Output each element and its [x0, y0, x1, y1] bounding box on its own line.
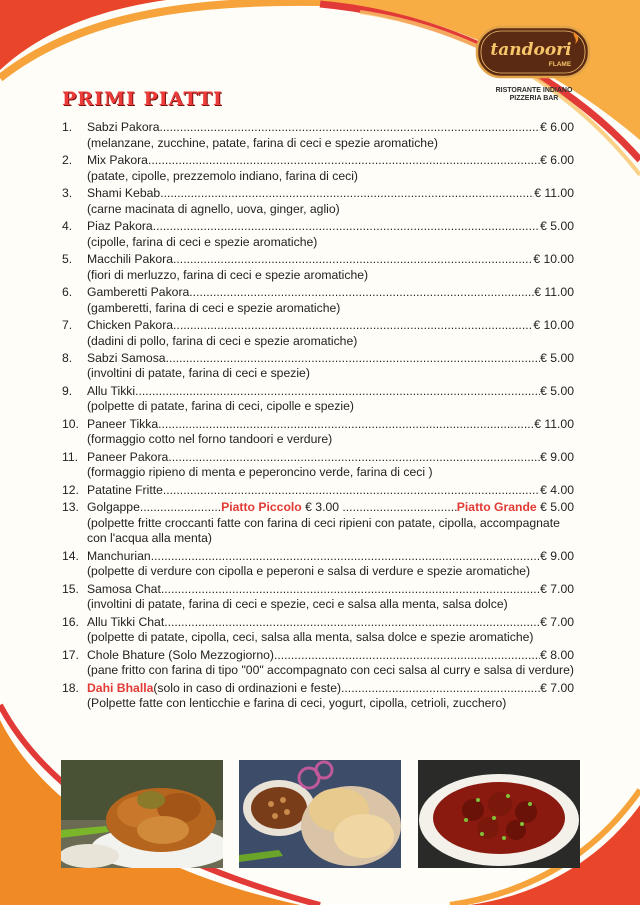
item-name: Paneer Pakora	[87, 449, 169, 464]
item-description: (fiori di merluzzo, farina di ceci e spezie aromatiche)	[87, 267, 369, 282]
menu-item-row	[62, 252, 574, 268]
item-price: € 4.00	[540, 482, 574, 497]
menu-item	[62, 582, 574, 613]
item-price: € 7.00	[540, 581, 574, 596]
menu-item	[62, 483, 574, 499]
item-price: € 5.00	[540, 218, 574, 233]
dot-leader	[189, 285, 534, 301]
menu-item	[62, 351, 574, 382]
dot-leader	[342, 500, 456, 516]
item-description: (polpette di patate, cipolla, ceci, salsa alla menta, salsa dolce e spezie aromatiche)	[87, 630, 534, 645]
item-number: 6.	[62, 284, 73, 299]
dot-leader	[151, 549, 540, 565]
dot-leader	[274, 648, 540, 664]
item-name: Piaz Pakora	[87, 218, 153, 233]
item-price: € 6.00	[540, 152, 574, 167]
item-price: € 9.00	[540, 449, 574, 464]
item-description: (carne macinata di agnello, uova, ginger, aglio)	[87, 201, 340, 216]
item-name: Samosa Chat	[87, 581, 161, 596]
menu-item	[62, 549, 574, 580]
item-description: (formaggio ripieno di menta e peperoncino verde, farina di ceci )	[87, 465, 433, 480]
logo-tagline-line2: PIZZERIA BAR	[509, 95, 559, 102]
restaurant-logo	[475, 24, 591, 80]
menu-list	[62, 120, 574, 714]
dot-leader	[160, 186, 534, 202]
item-description: (polpette di verdure con cipolla e peperoni e salsa di verdure e spezie aromatiche)	[87, 564, 531, 579]
menu-item-row	[62, 219, 574, 235]
menu-item	[62, 450, 574, 481]
item-description: (gamberetti, farina di ceci e spezie aromatiche)	[87, 300, 341, 315]
item-number: 15.	[62, 581, 79, 596]
menu-item-row	[62, 318, 574, 334]
item-number: 7.	[62, 317, 73, 332]
logo-flame: FLAME	[548, 61, 572, 68]
menu-item-row	[62, 582, 574, 598]
item-description: (pane fritto con farina di tipo "00" accompagnato con ceci salsa al curry e salsa di verdure)	[87, 663, 574, 678]
item-price: € 7.00	[540, 680, 574, 695]
large-portion-label: Piatto Grande	[456, 500, 537, 515]
item-price: € 10.00	[533, 317, 574, 332]
item-number: 10.	[62, 416, 79, 431]
dot-leader	[148, 153, 540, 169]
item-name: Dahi Bhalla	[87, 680, 154, 695]
item-name: Manchurian	[87, 548, 151, 563]
item-number: 1.	[62, 120, 73, 134]
item-number: 5.	[62, 251, 73, 266]
item-description: (involtini di patate, farina di ceci e spezie)	[87, 366, 310, 381]
item-number: 12.	[62, 482, 79, 497]
photo-manchurian	[418, 760, 580, 868]
logo-tagline	[470, 87, 598, 103]
dot-leader	[135, 384, 540, 400]
menu-item-row	[62, 500, 574, 516]
item-note: (solo in caso di ordinazioni e feste)	[153, 680, 342, 695]
menu-item	[62, 648, 574, 679]
menu-item-row	[62, 549, 574, 565]
menu-item-row	[62, 384, 574, 400]
item-number: 14.	[62, 548, 79, 563]
menu-item	[62, 384, 574, 415]
item-price: € 9.00	[540, 548, 574, 563]
dot-leader	[173, 318, 533, 334]
menu-item-row	[62, 615, 574, 631]
item-price: € 6.00	[540, 120, 574, 134]
item-price: € 7.00	[540, 614, 574, 629]
dot-leader	[341, 681, 540, 697]
small-portion-price: € 3.00	[305, 500, 340, 515]
item-description: (polpette di patate, farina di ceci, cipolle e spezie)	[87, 399, 354, 414]
item-number: 17.	[62, 647, 79, 662]
menu-item	[62, 120, 574, 151]
item-name: Allu Tikki Chat	[87, 614, 165, 629]
logo-tagline-line1: RISTORANTE INDIANO	[495, 87, 573, 94]
menu-item-row	[62, 186, 574, 202]
item-description: (cipolle, farina di ceci e spezie aromatiche)	[87, 234, 318, 249]
photo-pakora	[61, 760, 223, 868]
item-price: € 5.00	[540, 350, 574, 365]
item-price: € 11.00	[534, 284, 574, 299]
dot-leader: ........................	[139, 500, 222, 515]
menu-item	[62, 500, 574, 547]
item-description: (involtini di patate, farina di ceci e spezie, ceci e salsa alla menta, salsa dolce)	[87, 597, 508, 612]
item-number: 9.	[62, 383, 73, 398]
item-name: Sabzi Samosa	[87, 350, 166, 365]
item-description: (polpette fritte croccanti fatte con farina di ceci ripieni con patate, cipolla, accompagnate con l'acqua alla menta)	[87, 515, 560, 546]
menu-item-row	[62, 153, 574, 169]
small-portion-label: Piatto Piccolo	[221, 500, 302, 515]
item-name: Paneer Tikka	[87, 416, 159, 431]
item-number: 3.	[62, 185, 73, 200]
menu-item-row	[62, 483, 574, 499]
menu-item-row	[62, 285, 574, 301]
item-name: Chicken Pakora	[87, 317, 174, 332]
menu-item	[62, 417, 574, 448]
item-description: (dadini di pollo, farina di ceci e spezie aromatiche)	[87, 333, 358, 348]
item-name: Chole Bhature (Solo Mezzogiorno)	[87, 647, 274, 662]
menu-item	[62, 153, 574, 184]
item-number: 2.	[62, 152, 73, 167]
menu-item	[62, 186, 574, 217]
menu-item-row	[62, 648, 574, 664]
item-number: 18.	[62, 680, 79, 695]
item-description: (formaggio cotto nel forno tandoori e verdure)	[87, 432, 333, 447]
menu-item	[62, 681, 574, 712]
section-title: PRIMI PIATTI	[62, 88, 223, 110]
item-price: € 11.00	[534, 185, 574, 200]
item-price: € 10.00	[533, 251, 574, 266]
item-number: 4.	[62, 218, 73, 233]
item-number: 13.	[62, 500, 79, 515]
item-name: Shami Kebab	[87, 185, 161, 200]
item-price: € 5.00	[540, 383, 574, 398]
menu-item	[62, 252, 574, 283]
menu-item	[62, 615, 574, 646]
item-price: € 8.00	[540, 647, 574, 662]
menu-item	[62, 219, 574, 250]
dot-leader	[173, 252, 533, 268]
dot-leader	[166, 351, 541, 367]
item-name: Macchili Pakora	[87, 251, 174, 266]
dot-leader	[158, 417, 534, 433]
dot-leader	[163, 483, 540, 499]
item-number: 16.	[62, 614, 79, 629]
dot-leader	[160, 120, 541, 136]
dot-leader	[168, 450, 540, 466]
dot-leader	[164, 615, 540, 631]
item-number: 11.	[62, 449, 79, 464]
dot-leader	[153, 219, 540, 235]
item-name: Mix Pakora	[87, 152, 148, 167]
item-name: Golgappe	[87, 500, 140, 515]
item-name: Sabzi Pakora	[87, 120, 160, 134]
large-portion-price: € 5.00	[540, 500, 574, 515]
menu-item-row	[62, 120, 574, 136]
menu-item-row	[62, 681, 574, 697]
menu-item	[62, 318, 574, 349]
logo-name: tandoori	[490, 40, 572, 60]
menu-item	[62, 285, 574, 316]
item-description: (patate, cipolle, prezzemolo indiano, farina di ceci)	[87, 168, 358, 183]
item-number: 8.	[62, 350, 73, 365]
item-description: (Polpette fatte con lenticchie e farina di ceci, yogurt, cipolla, cetrioli, zucchero)	[87, 696, 507, 711]
item-name: Gamberetti Pakora	[87, 284, 190, 299]
dot-leader	[161, 582, 540, 598]
menu-item-row	[62, 417, 574, 433]
menu-item-row	[62, 450, 574, 466]
menu-item-row	[62, 351, 574, 367]
photo-chole-bhature	[239, 760, 401, 868]
item-name: Allu Tikki	[87, 383, 136, 398]
item-price: € 11.00	[534, 416, 574, 431]
item-description: (melanzane, zucchine, patate, farina di ceci e spezie aromatiche)	[87, 135, 438, 150]
item-name: Patatine Fritte	[87, 482, 163, 497]
